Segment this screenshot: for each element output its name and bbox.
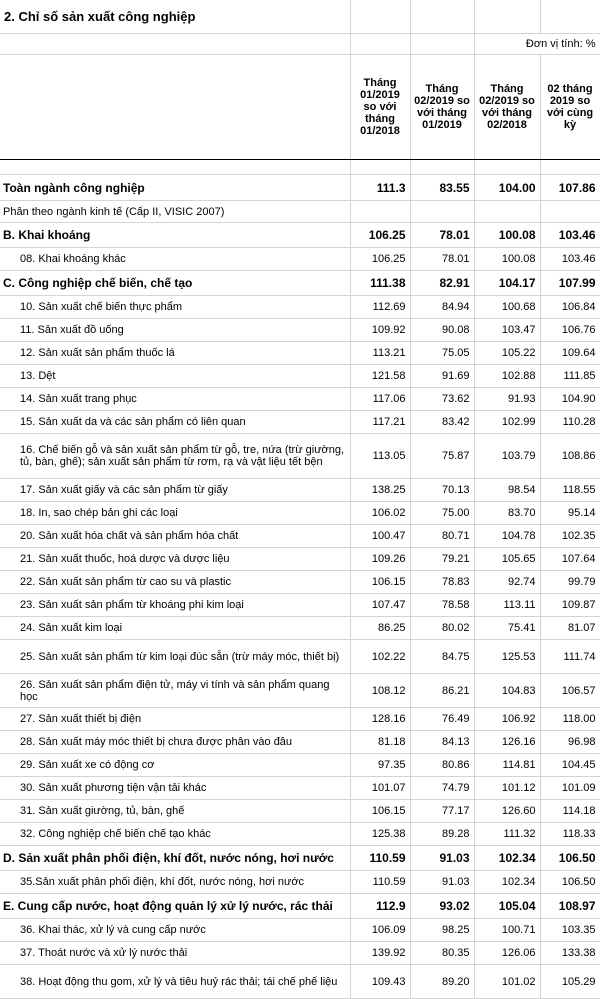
index-value: 113.21	[350, 342, 410, 365]
index-value: 78.83	[410, 571, 474, 594]
table-row	[0, 640, 600, 674]
industry-label: 35.Sản xuất phân phối điện, khí đốt, nước nóng, hơi nước	[0, 871, 350, 894]
index-value: 106.09	[350, 919, 410, 942]
index-value: 105.29	[540, 965, 600, 999]
index-value: 106.50	[540, 871, 600, 894]
industry-label: 13. Dệt	[0, 365, 350, 388]
index-value: 107.99	[540, 271, 600, 296]
index-value: 104.90	[540, 388, 600, 411]
index-value: 133.38	[540, 942, 600, 965]
index-value: 84.75	[410, 640, 474, 674]
table-row	[0, 525, 600, 548]
industry-label: 28. Sản xuất máy móc thiết bị chưa được phân vào đâu	[0, 731, 350, 754]
table-row	[0, 365, 600, 388]
index-value: 78.01	[410, 223, 474, 248]
table-row	[0, 342, 600, 365]
index-value: 91.93	[474, 388, 540, 411]
index-value: 78.58	[410, 594, 474, 617]
section-row	[0, 894, 600, 919]
index-value: 91.03	[410, 871, 474, 894]
index-value: 100.71	[474, 919, 540, 942]
table-row	[0, 388, 600, 411]
table-row	[0, 479, 600, 502]
index-value: 106.15	[350, 571, 410, 594]
index-value: 104.83	[474, 674, 540, 708]
industry-label: 18. In, sao chép bản ghi các loại	[0, 502, 350, 525]
index-value: 110.59	[350, 846, 410, 871]
index-value: 111.85	[540, 365, 600, 388]
index-value: 103.47	[474, 319, 540, 342]
industry-label: 11. Sản xuất đồ uống	[0, 319, 350, 342]
index-value: 89.28	[410, 823, 474, 846]
industry-label: 31. Sản xuất giường, tủ, bàn, ghế	[0, 800, 350, 823]
index-value: 75.87	[410, 434, 474, 479]
industry-label: 25. Sản xuất sản phẩm từ kim loại đúc sẵn (trừ máy móc, thiết bị)	[0, 640, 350, 674]
index-value: 80.35	[410, 942, 474, 965]
index-value: 82.91	[410, 271, 474, 296]
industry-label: 22. Sản xuất sản phẩm từ cao su và plastic	[0, 571, 350, 594]
industry-label: 29. Sản xuất xe có động cơ	[0, 754, 350, 777]
index-value: 91.69	[410, 365, 474, 388]
index-value: 103.46	[540, 223, 600, 248]
table-row	[0, 731, 600, 754]
index-value: 103.79	[474, 434, 540, 479]
industry-label: 10. Sản xuất chế biến thực phẩm	[0, 296, 350, 319]
index-value: 102.22	[350, 640, 410, 674]
index-value: 117.06	[350, 388, 410, 411]
section-row	[0, 846, 600, 871]
index-value: 93.02	[410, 894, 474, 919]
industry-label: 21. Sản xuất thuốc, hoá dược và dược liệu	[0, 548, 350, 571]
index-value: 86.25	[350, 617, 410, 640]
table-row	[0, 319, 600, 342]
index-value: 76.49	[410, 708, 474, 731]
index-value: 89.20	[410, 965, 474, 999]
total-value: 111.3	[350, 175, 410, 201]
table-row	[0, 754, 600, 777]
index-value: 100.47	[350, 525, 410, 548]
index-value: 75.00	[410, 502, 474, 525]
index-value: 125.53	[474, 640, 540, 674]
total-value: 104.00	[474, 175, 540, 201]
industry-label: 24. Sản xuất kim loại	[0, 617, 350, 640]
index-value: 110.59	[350, 871, 410, 894]
column-header: Tháng 01/2019 so với tháng 01/2018	[350, 55, 410, 160]
table-row	[0, 800, 600, 823]
index-value: 70.13	[410, 479, 474, 502]
table-row	[0, 571, 600, 594]
table-row	[0, 674, 600, 708]
index-value: 108.86	[540, 434, 600, 479]
index-value: 103.46	[540, 248, 600, 271]
index-value: 114.18	[540, 800, 600, 823]
index-value: 112.9	[350, 894, 410, 919]
index-value: 79.21	[410, 548, 474, 571]
breakdown-label: Phân theo ngành kinh tế (Cấp II, VISIC 2007)	[0, 201, 350, 223]
index-value: 95.14	[540, 502, 600, 525]
total-value: 83.55	[410, 175, 474, 201]
industry-label: 17. Sản xuất giấy và các sản phẩm từ giấy	[0, 479, 350, 502]
table-row	[0, 434, 600, 479]
industry-label: 32. Công nghiệp chế biến chế tạo khác	[0, 823, 350, 846]
index-value: 126.06	[474, 942, 540, 965]
index-value: 106.84	[540, 296, 600, 319]
index-value: 109.92	[350, 319, 410, 342]
table-row	[0, 942, 600, 965]
index-value: 118.55	[540, 479, 600, 502]
index-value: 106.25	[350, 248, 410, 271]
index-value: 104.45	[540, 754, 600, 777]
table-row	[0, 965, 600, 999]
index-value: 106.57	[540, 674, 600, 708]
index-value: 74.79	[410, 777, 474, 800]
index-value: 106.02	[350, 502, 410, 525]
index-value: 80.86	[410, 754, 474, 777]
industry-label: 20. Sản xuất hóa chất và sản phẩm hóa chất	[0, 525, 350, 548]
index-value: 107.64	[540, 548, 600, 571]
industry-label: 23. Sản xuất sản phẩm từ khoáng phi kim loại	[0, 594, 350, 617]
index-value: 106.50	[540, 846, 600, 871]
index-value: 106.76	[540, 319, 600, 342]
index-value: 102.34	[474, 871, 540, 894]
total-value: 107.86	[540, 175, 600, 201]
index-value: 98.25	[410, 919, 474, 942]
index-value: 90.08	[410, 319, 474, 342]
index-value: 109.87	[540, 594, 600, 617]
index-value: 128.16	[350, 708, 410, 731]
index-value: 84.94	[410, 296, 474, 319]
table-row	[0, 871, 600, 894]
table-row	[0, 296, 600, 319]
index-value: 104.17	[474, 271, 540, 296]
index-value: 108.12	[350, 674, 410, 708]
index-value: 77.17	[410, 800, 474, 823]
index-value: 105.04	[474, 894, 540, 919]
index-value: 112.69	[350, 296, 410, 319]
table-row	[0, 708, 600, 731]
index-value: 106.92	[474, 708, 540, 731]
industry-label: 12. Sản xuất sản phẩm thuốc lá	[0, 342, 350, 365]
section-label: E. Cung cấp nước, hoạt động quản lý xử lý nước, rác thải	[0, 894, 350, 919]
total-row	[0, 175, 600, 201]
index-value: 118.00	[540, 708, 600, 731]
index-value: 104.78	[474, 525, 540, 548]
index-value: 110.28	[540, 411, 600, 434]
total-label: Toàn ngành công nghiệp	[0, 175, 350, 201]
index-value: 114.81	[474, 754, 540, 777]
section-label: C. Công nghiệp chế biến, chế tạo	[0, 271, 350, 296]
industry-label: 16. Chế biến gỗ và sản xuất sản phẩm từ gỗ, tre, nứa (trừ giường, tủ, bàn, ghế); sản xuất sản phẩm từ rơm, rạ và vật liệu tết bện	[0, 434, 350, 479]
industry-label: 36. Khai thác, xử lý và cung cấp nước	[0, 919, 350, 942]
index-value: 80.02	[410, 617, 474, 640]
column-header: Tháng 02/2019 so với tháng 02/2018	[474, 55, 540, 160]
index-value: 106.15	[350, 800, 410, 823]
table-row	[0, 248, 600, 271]
industry-label: 08. Khai khoáng khác	[0, 248, 350, 271]
index-value: 138.25	[350, 479, 410, 502]
index-value: 105.65	[474, 548, 540, 571]
table-row	[0, 502, 600, 525]
table-row	[0, 777, 600, 800]
index-value: 100.08	[474, 248, 540, 271]
index-value: 113.05	[350, 434, 410, 479]
index-value: 96.98	[540, 731, 600, 754]
table-row	[0, 411, 600, 434]
index-value: 102.88	[474, 365, 540, 388]
column-header-row	[0, 55, 600, 160]
index-value: 80.71	[410, 525, 474, 548]
industry-label: 15. Sản xuất da và các sản phẩm có liên quan	[0, 411, 350, 434]
index-value: 139.92	[350, 942, 410, 965]
table-row	[0, 548, 600, 571]
table-row	[0, 594, 600, 617]
index-value: 101.07	[350, 777, 410, 800]
index-value: 111.32	[474, 823, 540, 846]
index-value: 83.42	[410, 411, 474, 434]
index-value: 125.38	[350, 823, 410, 846]
index-value: 126.60	[474, 800, 540, 823]
index-value: 109.43	[350, 965, 410, 999]
index-value: 83.70	[474, 502, 540, 525]
industry-label: 30. Sản xuất phương tiện vận tải khác	[0, 777, 350, 800]
section-label: D. Sản xuất phân phối điện, khí đốt, nước nóng, hơi nước	[0, 846, 350, 871]
column-header: 02 tháng 2019 so với cùng kỳ	[540, 55, 600, 160]
index-value: 105.22	[474, 342, 540, 365]
index-value: 98.54	[474, 479, 540, 502]
index-value: 111.74	[540, 640, 600, 674]
index-value: 111.38	[350, 271, 410, 296]
index-value: 86.21	[410, 674, 474, 708]
index-value: 102.35	[540, 525, 600, 548]
section-row	[0, 223, 600, 248]
index-value: 75.05	[410, 342, 474, 365]
industry-label: 37. Thoát nước và xử lý nước thải	[0, 942, 350, 965]
index-value: 118.33	[540, 823, 600, 846]
industry-label: 26. Sản xuất sản phẩm điện tử, máy vi tính và sản phẩm quang học	[0, 674, 350, 708]
index-value: 126.16	[474, 731, 540, 754]
index-value: 107.47	[350, 594, 410, 617]
index-value: 102.34	[474, 846, 540, 871]
index-value: 106.25	[350, 223, 410, 248]
index-value: 99.79	[540, 571, 600, 594]
index-value: 109.64	[540, 342, 600, 365]
industry-label: 27. Sản xuất thiết bị điện	[0, 708, 350, 731]
index-value: 101.02	[474, 965, 540, 999]
index-value: 113.11	[474, 594, 540, 617]
index-value: 73.62	[410, 388, 474, 411]
industry-label: 14. Sản xuất trang phục	[0, 388, 350, 411]
index-value: 92.74	[474, 571, 540, 594]
index-value: 121.58	[350, 365, 410, 388]
index-value: 109.26	[350, 548, 410, 571]
section-row	[0, 271, 600, 296]
index-value: 108.97	[540, 894, 600, 919]
index-value: 81.18	[350, 731, 410, 754]
index-value: 101.12	[474, 777, 540, 800]
index-value: 100.68	[474, 296, 540, 319]
index-value: 78.01	[410, 248, 474, 271]
page-title: 2. Chỉ số sản xuất công nghiệp	[0, 0, 350, 34]
index-value: 117.21	[350, 411, 410, 434]
index-value: 101.09	[540, 777, 600, 800]
index-value: 81.07	[540, 617, 600, 640]
table-row	[0, 919, 600, 942]
index-value: 103.35	[540, 919, 600, 942]
column-header: Tháng 02/2019 so với tháng 01/2019	[410, 55, 474, 160]
index-value: 97.35	[350, 754, 410, 777]
table-row	[0, 823, 600, 846]
section-label: B. Khai khoáng	[0, 223, 350, 248]
table-row	[0, 617, 600, 640]
index-value: 91.03	[410, 846, 474, 871]
index-value: 75.41	[474, 617, 540, 640]
industry-label: 38. Hoạt động thu gom, xử lý và tiêu huỷ rác thải; tái chế phế liệu	[0, 965, 350, 999]
index-value: 100.08	[474, 223, 540, 248]
unit-label: Đơn vị tính: %	[474, 34, 600, 55]
index-value: 84.13	[410, 731, 474, 754]
index-value: 102.99	[474, 411, 540, 434]
